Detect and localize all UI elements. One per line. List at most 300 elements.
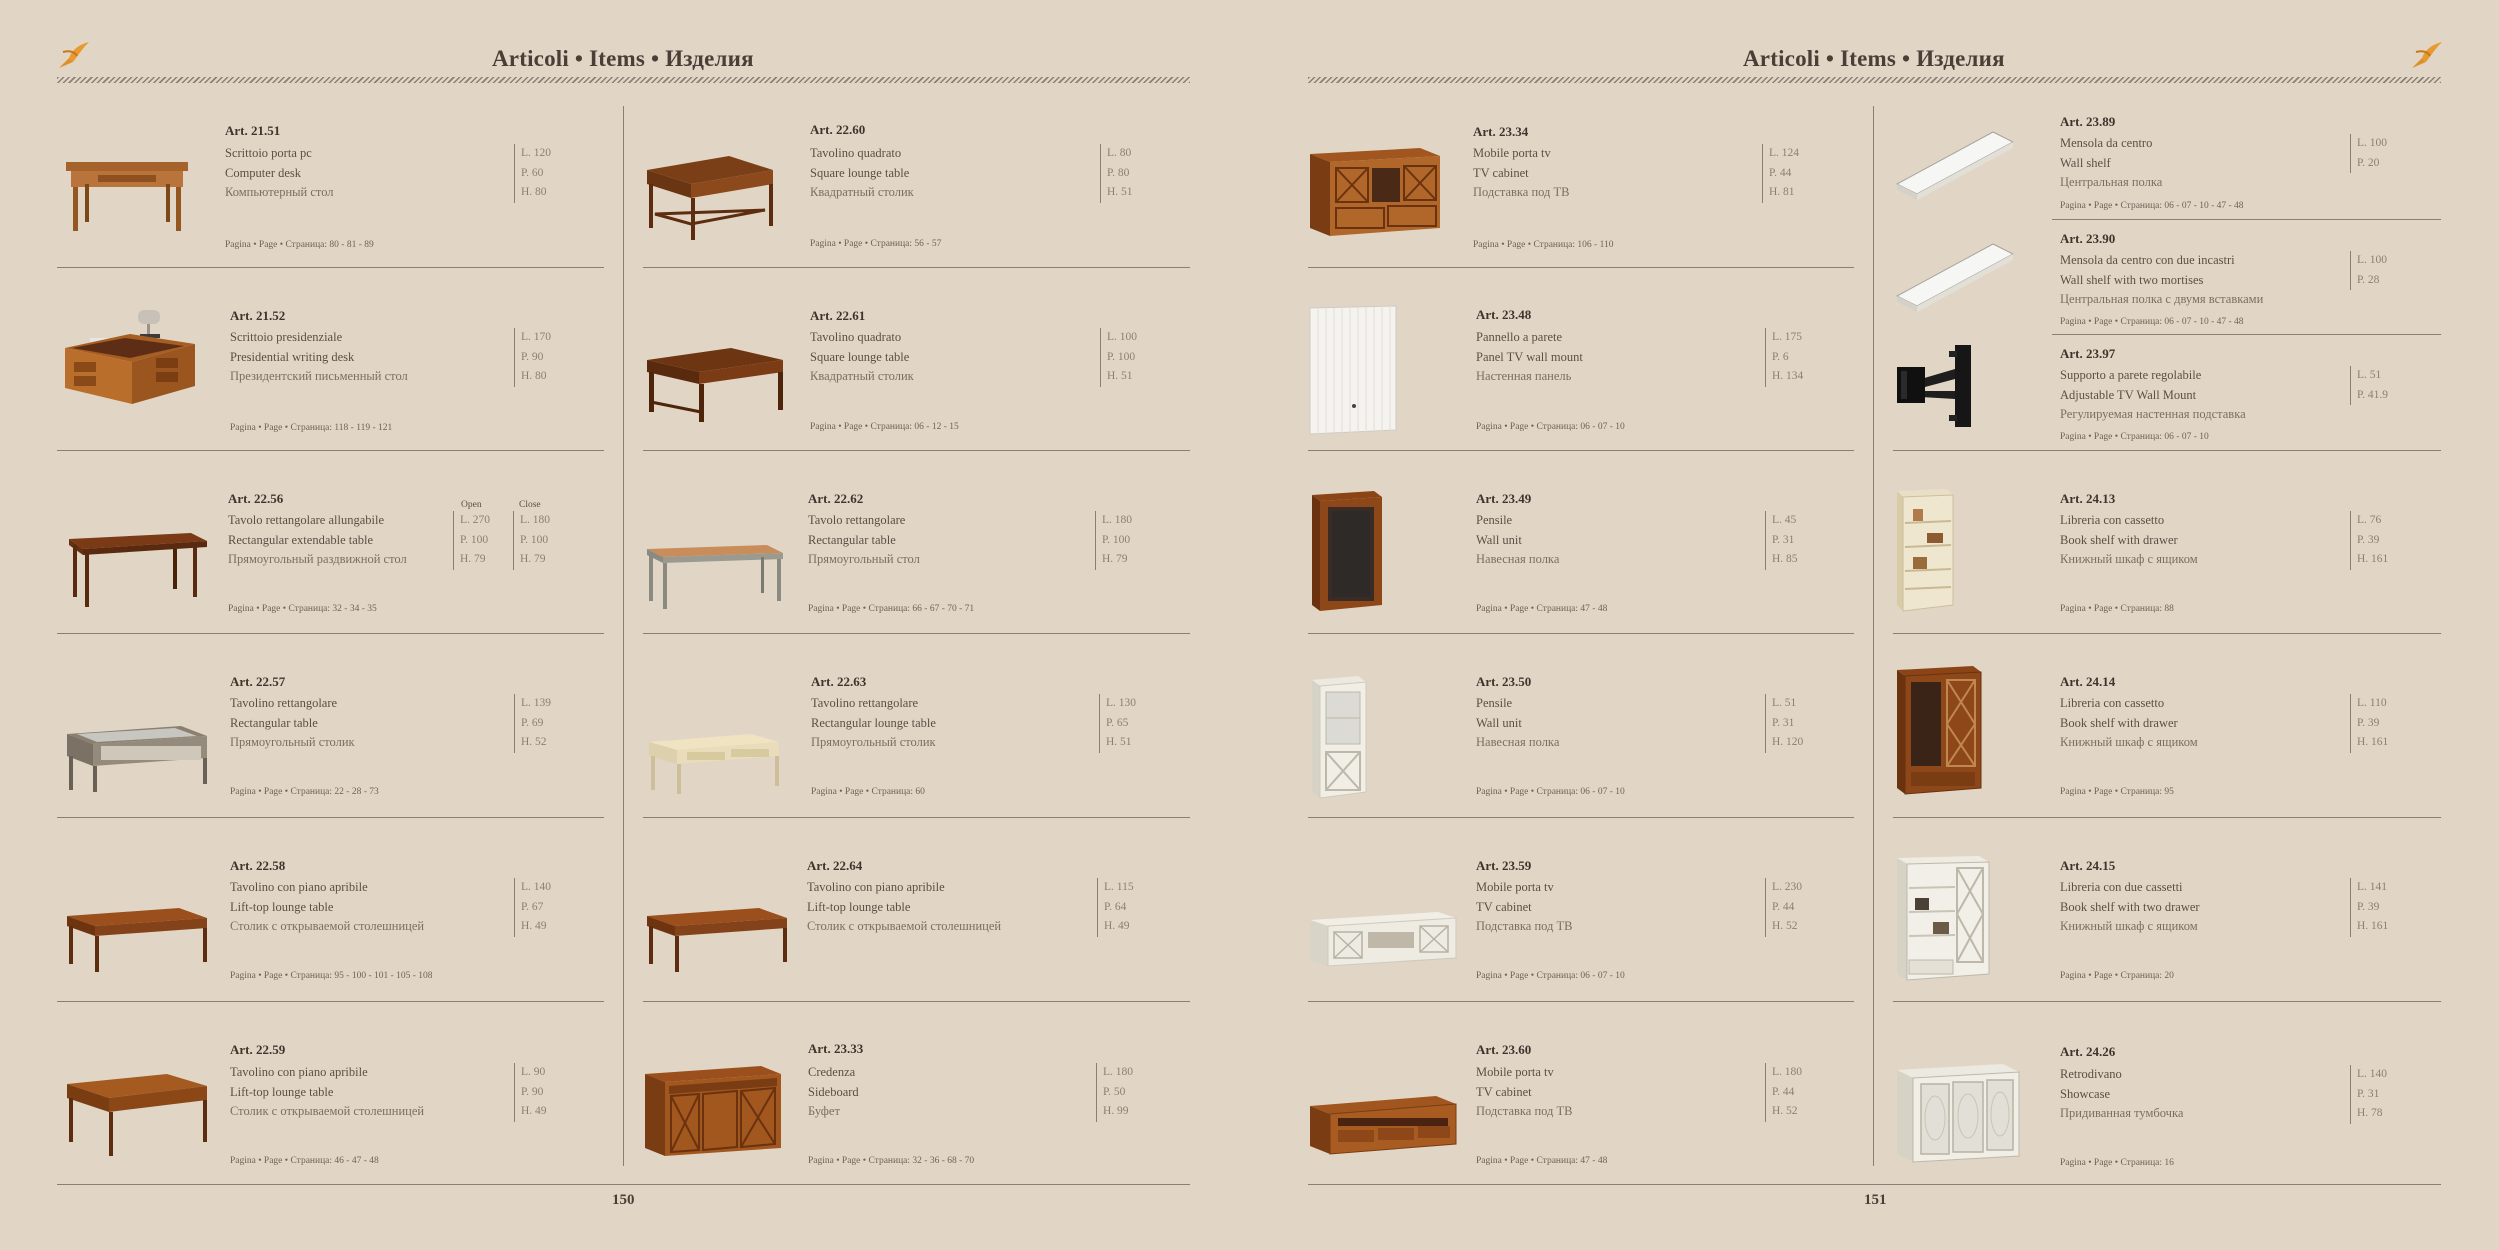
article-number: Art. 23.49: [1476, 491, 1532, 506]
height: H. 78: [2357, 1107, 2383, 1119]
header-divider: [1308, 77, 2441, 83]
catalog-item[interactable]: [57, 1002, 604, 1184]
length: L. 175: [1772, 331, 1803, 343]
executive-desk-image: [60, 300, 200, 410]
catalog-item[interactable]: [57, 818, 604, 1002]
page-number: 150: [612, 1192, 635, 1208]
page-reference: Pagina • Page • Страница: 06 - 07 - 10 - 47 - 48: [2060, 201, 2244, 211]
item-names: [2060, 511, 2198, 570]
catalog-item[interactable]: [1893, 451, 2441, 634]
rectangular-table-image: [63, 722, 208, 794]
dimensions: [2350, 1065, 2387, 1124]
page-reference: Pagina • Page • Страница: 06 - 07 - 10: [2060, 432, 2209, 442]
item-names: [2060, 694, 2198, 753]
catalog-item[interactable]: [1308, 106, 1854, 268]
height: H. 85: [1772, 553, 1798, 565]
name-it: Tavolino con piano apribile: [230, 1065, 368, 1079]
depth: P. 69: [521, 716, 544, 729]
item-names: [1476, 878, 1572, 937]
footer-divider: [57, 1184, 1190, 1185]
name-it: Libreria con due cassetti: [2060, 880, 2183, 894]
tv-wall-mount-image: [1893, 339, 1983, 429]
name-ru: Навесная полка: [1476, 735, 1560, 749]
name-it: Tavolino quadrato: [810, 330, 902, 344]
article-number: Art. 22.61: [810, 308, 866, 323]
name-ru: Придиванная тумбочка: [2060, 1106, 2184, 1120]
name-ru: Подставка под ТВ: [1473, 185, 1570, 199]
dimensions: [1095, 511, 1132, 570]
dimensions: [514, 144, 551, 203]
article-number: Art. 23.50: [1476, 674, 1532, 689]
dimensions: [1765, 694, 1803, 753]
depth: P. 39: [2357, 900, 2380, 913]
depth: P. 100: [1102, 533, 1131, 546]
length: L. 180: [1103, 1066, 1134, 1078]
tv-cabinet-image: [1308, 146, 1443, 246]
catalog-item[interactable]: [643, 451, 1190, 634]
dimensions: [1100, 144, 1133, 203]
height: H. 80: [521, 186, 547, 198]
page-reference: Pagina • Page • Страница: 06 - 07 - 10: [1476, 422, 1625, 432]
name-ru: Столик с открываемой столешницей: [230, 1104, 425, 1118]
name-it: Scrittoio presidenziale: [230, 330, 343, 344]
dimensions: [1097, 878, 1134, 937]
name-it: Mobile porta tv: [1476, 880, 1554, 894]
name-it: Tavolo rettangolare allungabile: [228, 513, 385, 527]
item-names: [810, 144, 914, 203]
length: L. 120: [521, 147, 552, 159]
name-it: Tavolino con piano apribile: [230, 880, 368, 894]
dimensions: [1099, 694, 1136, 753]
article-number: Art. 23.90: [2060, 231, 2116, 246]
page-reference: Pagina • Page • Страница: 32 - 34 - 35: [228, 604, 377, 614]
square-table-image: [645, 152, 775, 242]
name-ru: Прямоугольный столик: [230, 735, 355, 749]
wall-unit-image: [1308, 489, 1388, 615]
depth: P. 50: [1103, 1085, 1126, 1098]
page-reference: Pagina • Page • Страница: 32 - 36 - 68 - 70: [808, 1156, 975, 1166]
name-ru: Квадратный столик: [810, 185, 914, 199]
item-names: [2060, 1065, 2183, 1124]
height: H. 161: [2357, 553, 2389, 565]
right-page: [1250, 0, 2499, 1250]
article-number: Art. 23.97: [2060, 346, 2116, 361]
name-en: Wall shelf: [2060, 155, 2111, 170]
name-it: Mobile porta tv: [1473, 146, 1551, 160]
length: L. 141: [2357, 881, 2388, 893]
name-en: Book shelf with drawer: [2060, 532, 2178, 547]
depth: P. 39: [2357, 533, 2380, 546]
wall-panel-image: [1308, 304, 1398, 436]
footer-divider: [1308, 1184, 2441, 1185]
length: L. 100: [1107, 331, 1138, 343]
name-ru: Буфет: [808, 1104, 840, 1118]
page-reference: Pagina • Page • Страница: 95 - 100 - 101 - 105 - 108: [230, 971, 433, 981]
name-it: Libreria con cassetto: [2060, 696, 2165, 710]
name-en: Rectangular table: [808, 532, 896, 547]
dimensions: [2350, 366, 2388, 405]
catalog-item[interactable]: [57, 634, 604, 818]
name-ru: Регулируемая настенная подставка: [2060, 407, 2246, 421]
name-it: Pensile: [1476, 513, 1513, 527]
catalog-item[interactable]: [643, 106, 1190, 268]
depth: P. 80: [1107, 166, 1130, 179]
name-en: Wall unit: [1476, 532, 1522, 547]
catalog-item[interactable]: [1893, 634, 2441, 818]
length: L. 51: [2357, 369, 2382, 381]
item-names: [228, 511, 407, 570]
close-label: Close: [519, 500, 541, 510]
height: H. 49: [521, 920, 547, 932]
length: L. 140: [521, 881, 552, 893]
length: L. 90: [521, 1066, 546, 1078]
name-en: Book shelf with drawer: [2060, 715, 2178, 730]
length: L. 139: [521, 697, 552, 709]
header-divider: [57, 77, 1190, 83]
article-number: Art. 23.59: [1476, 858, 1532, 873]
catalog-item[interactable]: [57, 268, 604, 451]
length: L. 180: [1102, 514, 1133, 526]
article-number: Art. 23.48: [1476, 307, 1532, 322]
name-ru: Книжный шкаф с ящиком: [2060, 919, 2198, 933]
cream-table-image: [647, 730, 782, 796]
dimensions: [1765, 1063, 1802, 1122]
bookshelf-cream-image: [1893, 487, 1959, 613]
name-ru: Столик с открываемой столешницей: [230, 919, 425, 933]
length: L. 100: [2357, 137, 2388, 149]
catalog-item[interactable]: [643, 268, 1190, 451]
grey-table-image: [645, 541, 785, 611]
name-it: Tavolino con piano apribile: [807, 880, 945, 894]
depth: P. 44: [1772, 900, 1795, 913]
dimensions: [2350, 694, 2388, 753]
depth: P. 31: [2357, 1087, 2380, 1100]
page-reference: Pagina • Page • Страница: 06 - 07 - 10: [1476, 787, 1625, 797]
brand-logo-icon: [55, 38, 91, 72]
name-it: Tavolino rettangolare: [230, 696, 338, 710]
name-en: Book shelf with two drawer: [2060, 899, 2200, 914]
article-number: Art. 22.62: [808, 491, 864, 506]
page-number: 151: [1864, 1192, 1887, 1208]
depth: P. 60: [521, 166, 544, 179]
depth: P. 31: [1772, 533, 1795, 546]
page-reference: Pagina • Page • Страница: 60: [811, 787, 925, 797]
height: H. 161: [2357, 920, 2389, 932]
page-reference: Pagina • Page • Страница: 16: [2060, 1158, 2174, 1168]
page-title: Articoli • Items • Изделия: [492, 46, 754, 71]
dimensions: [1096, 1063, 1133, 1122]
name-ru: Центральная полка с двумя вставками: [2060, 292, 2264, 306]
length: L. 76: [2357, 514, 2382, 526]
page-reference: Pagina • Page • Страница: 95: [2060, 787, 2174, 797]
item-names: [230, 1063, 424, 1122]
depth: P. 41.9: [2357, 388, 2388, 401]
page-reference: Pagina • Page • Страница: 66 - 67 - 70 - 71: [808, 604, 975, 614]
catalog-item[interactable]: [1893, 335, 2441, 451]
dimensions: [1100, 328, 1137, 387]
height: H. 51: [1106, 736, 1132, 748]
catalog-item[interactable]: [1308, 1002, 1854, 1184]
name-ru: Президентский письменный стол: [230, 369, 408, 383]
length: L. 170: [521, 331, 552, 343]
item-names: [230, 694, 355, 753]
dimensions: [1765, 511, 1798, 570]
white-tv-cabinet-image: [1308, 910, 1458, 972]
catalog-item[interactable]: [1893, 220, 2441, 335]
desk-image: [63, 154, 193, 234]
page-reference: Pagina • Page • Страница: 80 - 81 - 89: [225, 240, 374, 250]
name-ru: Квадратный столик: [810, 369, 914, 383]
column-divider: [623, 106, 624, 1166]
page-reference: Pagina • Page • Страница: 106 - 110: [1473, 240, 1614, 250]
depth: P. 90: [521, 1085, 544, 1098]
dimensions: [2350, 878, 2388, 937]
name-en: Square lounge table: [810, 349, 910, 364]
depth: P. 44: [1772, 1085, 1795, 1098]
catalog-item[interactable]: [1308, 268, 1854, 451]
name-ru: Навесная полка: [1476, 552, 1560, 566]
depth: P. 67: [521, 900, 544, 913]
name-ru: Компьютерный стол: [225, 185, 334, 199]
height: H. 79: [1102, 553, 1128, 565]
catalog-item[interactable]: [643, 1002, 1190, 1184]
item-names: [2060, 878, 2200, 937]
depth: P. 44: [1769, 166, 1792, 179]
name-it: Supporto a parete regolabile: [2060, 368, 2202, 382]
page-reference: Pagina • Page • Страница: 06 - 12 - 15: [810, 422, 959, 432]
dimensions: [2350, 134, 2387, 173]
name-en: Square lounge table: [810, 165, 910, 180]
wall-shelf-mortises-image: [1893, 240, 2017, 316]
item-names: [810, 328, 914, 387]
name-en: Lift-top lounge table: [807, 899, 911, 914]
article-number: Art. 21.52: [230, 308, 286, 323]
dimensions: [1765, 878, 1802, 937]
item-names: [1476, 694, 1559, 753]
name-en: Adjustable TV Wall Mount: [2060, 387, 2197, 402]
lift-top-square-table-image: [63, 1070, 208, 1160]
depth: P. 100: [1107, 350, 1136, 363]
item-names: [225, 144, 334, 203]
dimensions: [1762, 144, 1799, 203]
catalog-item[interactable]: [643, 818, 1190, 1002]
depth: P. 20: [2357, 156, 2380, 169]
length: L. 140: [2357, 1068, 2388, 1080]
catalog-item[interactable]: [1893, 1002, 2441, 1184]
depth: P. 28: [2357, 273, 2380, 286]
height: H. 80: [521, 370, 547, 382]
name-ru: Настенная панель: [1476, 369, 1572, 383]
depth: P. 100: [460, 533, 489, 546]
name-en: Computer desk: [225, 165, 302, 180]
height: H. 161: [2357, 736, 2389, 748]
item-names: [1476, 328, 1583, 387]
height: H. 52: [1772, 920, 1798, 932]
item-names: [2060, 366, 2246, 425]
dimensions: [2350, 511, 2388, 570]
page-reference: Pagina • Page • Страница: 47 - 48: [1476, 604, 1608, 614]
dimensions: [514, 1063, 547, 1122]
name-en: Sideboard: [808, 1084, 859, 1099]
wall-shelf-image: [1893, 128, 2017, 204]
page-reference: Pagina • Page • Страница: 46 - 47 - 48: [230, 1156, 379, 1166]
depth: P. 90: [521, 350, 544, 363]
height: H. 49: [521, 1105, 547, 1117]
item-names: [230, 878, 424, 937]
name-ru: Книжный шкаф с ящиком: [2060, 735, 2198, 749]
page-reference: Pagina • Page • Страница: 56 - 57: [810, 239, 942, 249]
name-it: Pannello a parete: [1476, 330, 1563, 344]
catalog-item[interactable]: [1308, 634, 1854, 818]
brand-logo-icon: [2408, 38, 2444, 72]
square-table-large-image: [645, 344, 785, 424]
page-reference: Pagina • Page • Страница: 118 - 119 - 121: [230, 423, 393, 433]
lift-top-table-image: [63, 904, 208, 976]
article-number: Art. 22.63: [811, 674, 867, 689]
name-it: Tavolino quadrato: [810, 146, 902, 160]
article-number: Art. 24.15: [2060, 858, 2116, 873]
article-number: Art. 22.64: [807, 858, 863, 873]
page-reference: Pagina • Page • Страница: 06 - 07 - 10: [1476, 971, 1625, 981]
catalog-item[interactable]: [1893, 818, 2441, 1002]
extendable-table-image: [63, 531, 208, 611]
article-number: Art. 22.56: [228, 491, 284, 506]
length: L. 130: [1106, 697, 1137, 709]
catalog-item[interactable]: [1308, 451, 1854, 634]
article-number: Art. 22.58: [230, 858, 286, 873]
article-number: Art. 22.57: [230, 674, 286, 689]
item-names: [1476, 511, 1559, 570]
length: L. 180: [520, 514, 551, 526]
name-it: Mensola da centro con due incastri: [2060, 253, 2235, 267]
name-en: TV cabinet: [1476, 1084, 1532, 1099]
white-wall-unit-image: [1308, 674, 1370, 800]
name-en: Lift-top lounge table: [230, 899, 334, 914]
article-number: Art. 23.60: [1476, 1042, 1532, 1057]
dimensions-open: [453, 511, 490, 570]
page-reference: Pagina • Page • Страница: 20: [2060, 971, 2174, 981]
height: H. 51: [1107, 186, 1133, 198]
name-ru: Книжный шкаф с ящиком: [2060, 552, 2198, 566]
length: L. 51: [1772, 697, 1797, 709]
name-ru: Прямоугольный стол: [808, 552, 920, 566]
length: L. 115: [1104, 881, 1134, 893]
page-reference: Pagina • Page • Страница: 22 - 28 - 73: [230, 787, 379, 797]
length: L. 124: [1769, 147, 1800, 159]
dimensions: [514, 878, 551, 937]
item-names: [808, 511, 920, 570]
name-it: Libreria con cassetto: [2060, 513, 2165, 527]
page-title: Articoli • Items • Изделия: [1743, 46, 2005, 71]
item-names: [807, 878, 1001, 937]
name-en: Rectangular lounge table: [811, 715, 936, 730]
dimensions: [514, 694, 551, 753]
name-it: Tavolino rettangolare: [811, 696, 919, 710]
height: H. 52: [1772, 1105, 1798, 1117]
name-ru: Прямоугольный столик: [811, 735, 936, 749]
dimensions: [1765, 328, 1803, 387]
article-number: Art. 23.33: [808, 1041, 864, 1056]
name-it: Retrodivano: [2060, 1067, 2122, 1081]
item-names: [2060, 251, 2263, 310]
length: L. 110: [2357, 697, 2387, 709]
height: H. 81: [1769, 186, 1795, 198]
item-names: [230, 328, 408, 387]
name-en: Presidential writing desk: [230, 349, 355, 364]
dimensions: [514, 328, 551, 387]
article-number: Art. 24.26: [2060, 1044, 2116, 1059]
page-reference: Pagina • Page • Страница: 47 - 48: [1476, 1156, 1608, 1166]
page-reference: Pagina • Page • Страница: 88: [2060, 604, 2174, 614]
length: L. 270: [460, 514, 491, 526]
name-en: Showcase: [2060, 1086, 2110, 1101]
item-names: [808, 1063, 859, 1122]
catalog-item[interactable]: [1893, 106, 2441, 220]
length: L. 180: [1772, 1066, 1803, 1078]
item-names: [811, 694, 936, 753]
catalog-item[interactable]: [643, 634, 1190, 818]
depth: P. 65: [1106, 716, 1129, 729]
height: H. 49: [1104, 920, 1130, 932]
depth: P. 6: [1772, 350, 1789, 363]
height: H. 99: [1103, 1105, 1129, 1117]
name-en: Lift-top lounge table: [230, 1084, 334, 1099]
article-number: Art. 21.51: [225, 123, 281, 138]
name-it: Pensile: [1476, 696, 1513, 710]
bookshelf-white-image: [1893, 854, 1993, 982]
name-en: TV cabinet: [1476, 899, 1532, 914]
length: L. 230: [1772, 881, 1803, 893]
sideboard-image: [643, 1064, 783, 1164]
dimensions-closed: [513, 511, 550, 570]
article-number: Art. 24.13: [2060, 491, 2116, 506]
name-ru: Подставка под ТВ: [1476, 1104, 1573, 1118]
name-it: Mobile porta tv: [1476, 1065, 1554, 1079]
name-ru: Центральная полка: [2060, 175, 2163, 189]
catalog-item[interactable]: [1308, 818, 1854, 1002]
bookshelf-walnut-image: [1893, 664, 1983, 798]
article-number: Art. 22.59: [230, 1042, 286, 1057]
name-en: Rectangular table: [230, 715, 318, 730]
length: L. 80: [1107, 147, 1132, 159]
name-it: Scrittoio porta pc: [225, 146, 312, 160]
page-reference: Pagina • Page • Страница: 06 - 07 - 10 - 47 - 48: [2060, 317, 2244, 327]
lift-top-table-image: [643, 904, 788, 976]
name-en: TV cabinet: [1473, 165, 1529, 180]
name-ru: Прямоугольный раздвижной стол: [228, 552, 407, 566]
article-number: Art. 23.89: [2060, 114, 2116, 129]
height: H. 120: [1772, 736, 1804, 748]
height: H. 79: [520, 553, 546, 565]
height: H. 51: [1107, 370, 1133, 382]
showcase-image: [1893, 1062, 2023, 1170]
name-ru: Подставка под ТВ: [1476, 919, 1573, 933]
name-ru: Столик с открываемой столешницей: [807, 919, 1002, 933]
article-number: Art. 23.34: [1473, 124, 1529, 139]
item-names: [1476, 1063, 1572, 1122]
catalog-item[interactable]: [57, 451, 604, 634]
name-it: Mensola da centro: [2060, 136, 2153, 150]
height: H. 52: [521, 736, 547, 748]
depth: P. 31: [1772, 716, 1795, 729]
left-page: [0, 0, 1249, 1250]
open-label: Open: [461, 500, 482, 510]
item-names: [2060, 134, 2162, 193]
name-en: Panel TV wall mount: [1476, 349, 1583, 364]
catalog-item[interactable]: [57, 106, 604, 268]
name-it: Tavolo rettangolare: [808, 513, 906, 527]
name-en: Wall shelf with two mortises: [2060, 272, 2204, 287]
